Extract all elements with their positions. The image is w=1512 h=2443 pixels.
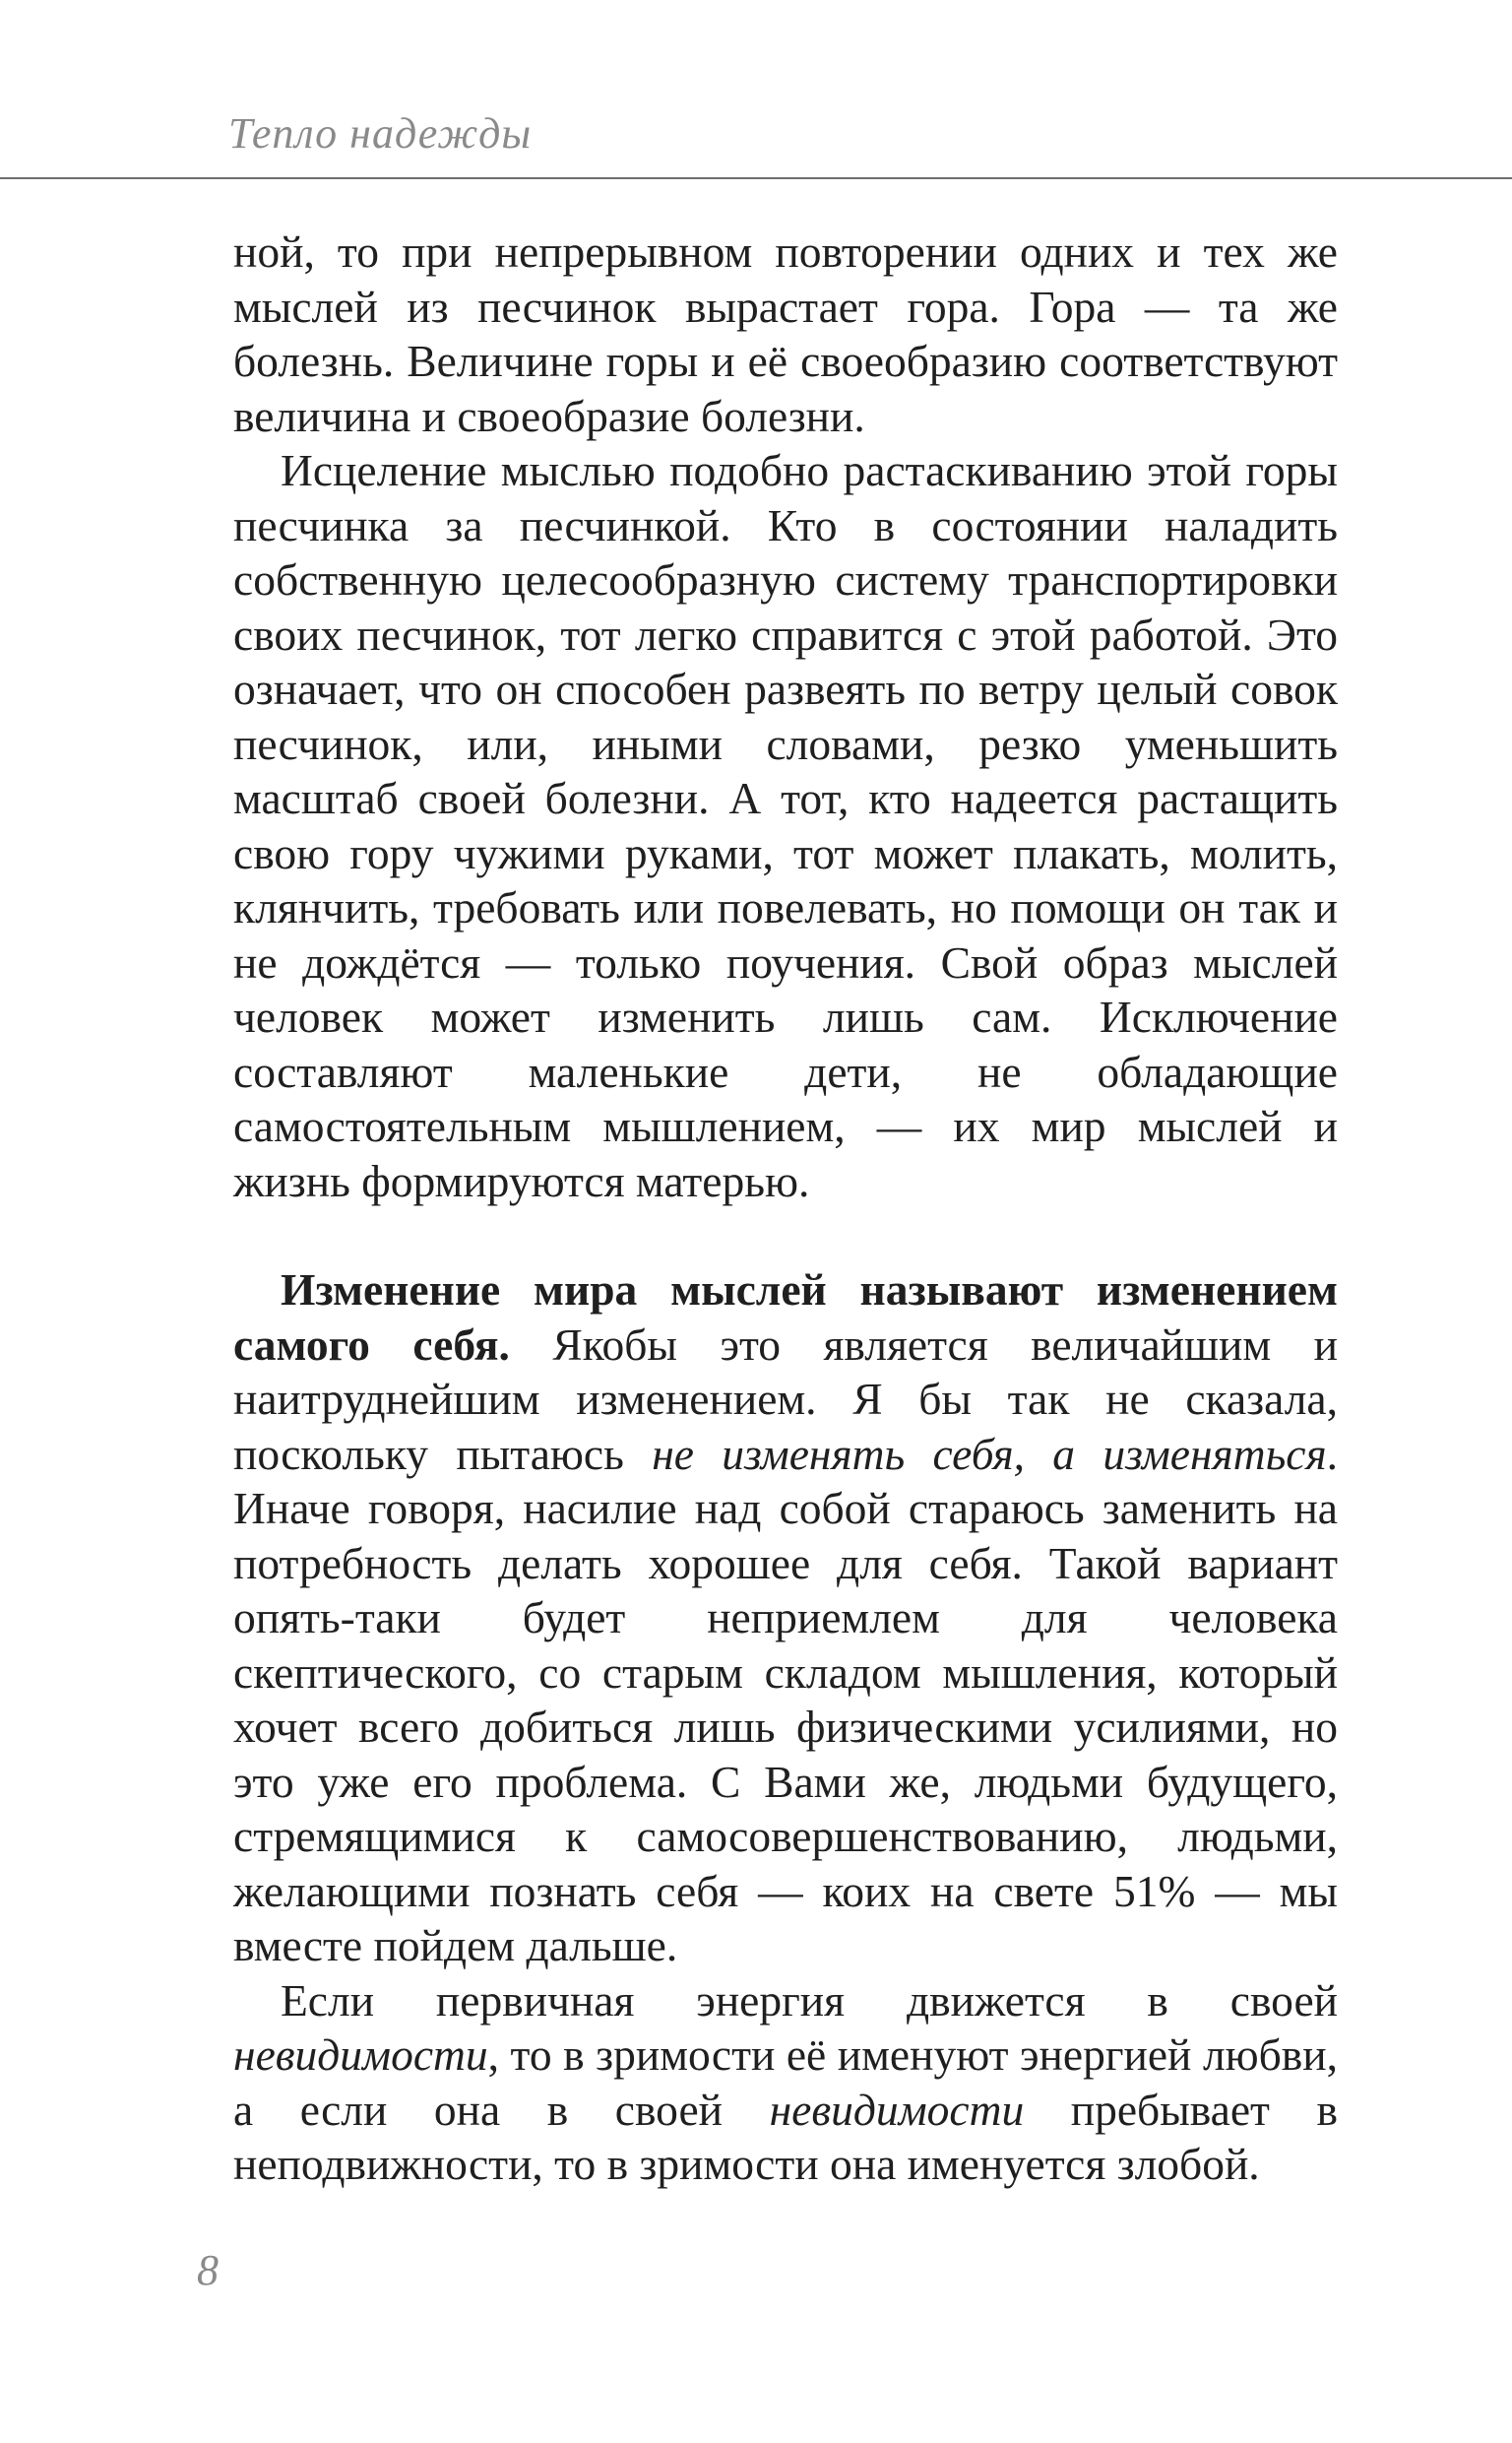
page-body (233, 225, 1338, 2192)
paragraph-3-text-a: Якобы это является величайшим и наитруднейшим изменением. Я бы так не сказала, поскольку пытаюсь (233, 1318, 1338, 1479)
paragraph-4-text-c: пребывает в неподвижности, то в зримости она именуется злобой. (233, 2084, 1338, 2189)
running-head-title: Тепло надежды (228, 109, 533, 158)
paragraph-2: Исцеление мыслью подобно растаскиванию этой горы песчинка за песчинкой. Кто в состоянии наладить собственную целесообразную систему транспортировки своих песчинок, тот легко справится с этой работой. Это означает, что он способен развеять по ветру целый совок песчинок, или, иными словами, резко уменьшить масштаб своей болезни. А тот, кто надеется растащить свою гору чужими руками, тот может плакать, молить, клянчить, требовать или повелевать, но помощи он так и не дождётся — только поучения. Свой образ мыслей человек может изменить лишь сам. Исключение составляют маленькие дети, не обладающие самостоятельным мышлением, — их мир мыслей и жизнь формируются матерью. (233, 445, 1338, 1206)
paragraph-3-text-b: . Иначе говоря, насилие над собой стараюсь заменить на потребность делать хорошее для себя. Такой вариант опять-таки будет неприемлем для человека скептического, со старым складом мышления, который хочет всего добиться лишь физическими усилиями, но это уже его проблема. С Вами же, людьми будущего, стремящимися к самосовершенствованию, людьми, желающими познать себя — коих на свете 51% — мы вместе пойдем дальше. (233, 1428, 1338, 1970)
header-divider (0, 177, 1512, 179)
paragraph-4 (233, 1973, 1338, 2192)
paragraph-4-text-b: , то в зримости её именуют энергией любви, а если она в своей (233, 2029, 1338, 2135)
paragraph-1: ной, то при непрерывном повторении одних и тех же мыслей из песчинок вырастает гора. Гора — та же болезнь. Величине горы и её своеобразию соответствуют величина и своеобразие болезни. (233, 226, 1338, 441)
page-number: 8 (197, 2246, 219, 2294)
paragraph-3 (233, 1262, 1338, 1973)
paragraph-4-italic-2: невидимости (769, 2084, 1025, 2135)
paragraph-3-bold-lead: Изменение мира мыслей называют изменением самого себя. (233, 1264, 1338, 1370)
paragraph-4-text-a: Если первичная энергия движется в своей (281, 1974, 1338, 2025)
paragraph-3-italic: не изменять себя, а изменяться (652, 1428, 1327, 1479)
paragraph-4-italic-1: невидимости (233, 2029, 488, 2080)
